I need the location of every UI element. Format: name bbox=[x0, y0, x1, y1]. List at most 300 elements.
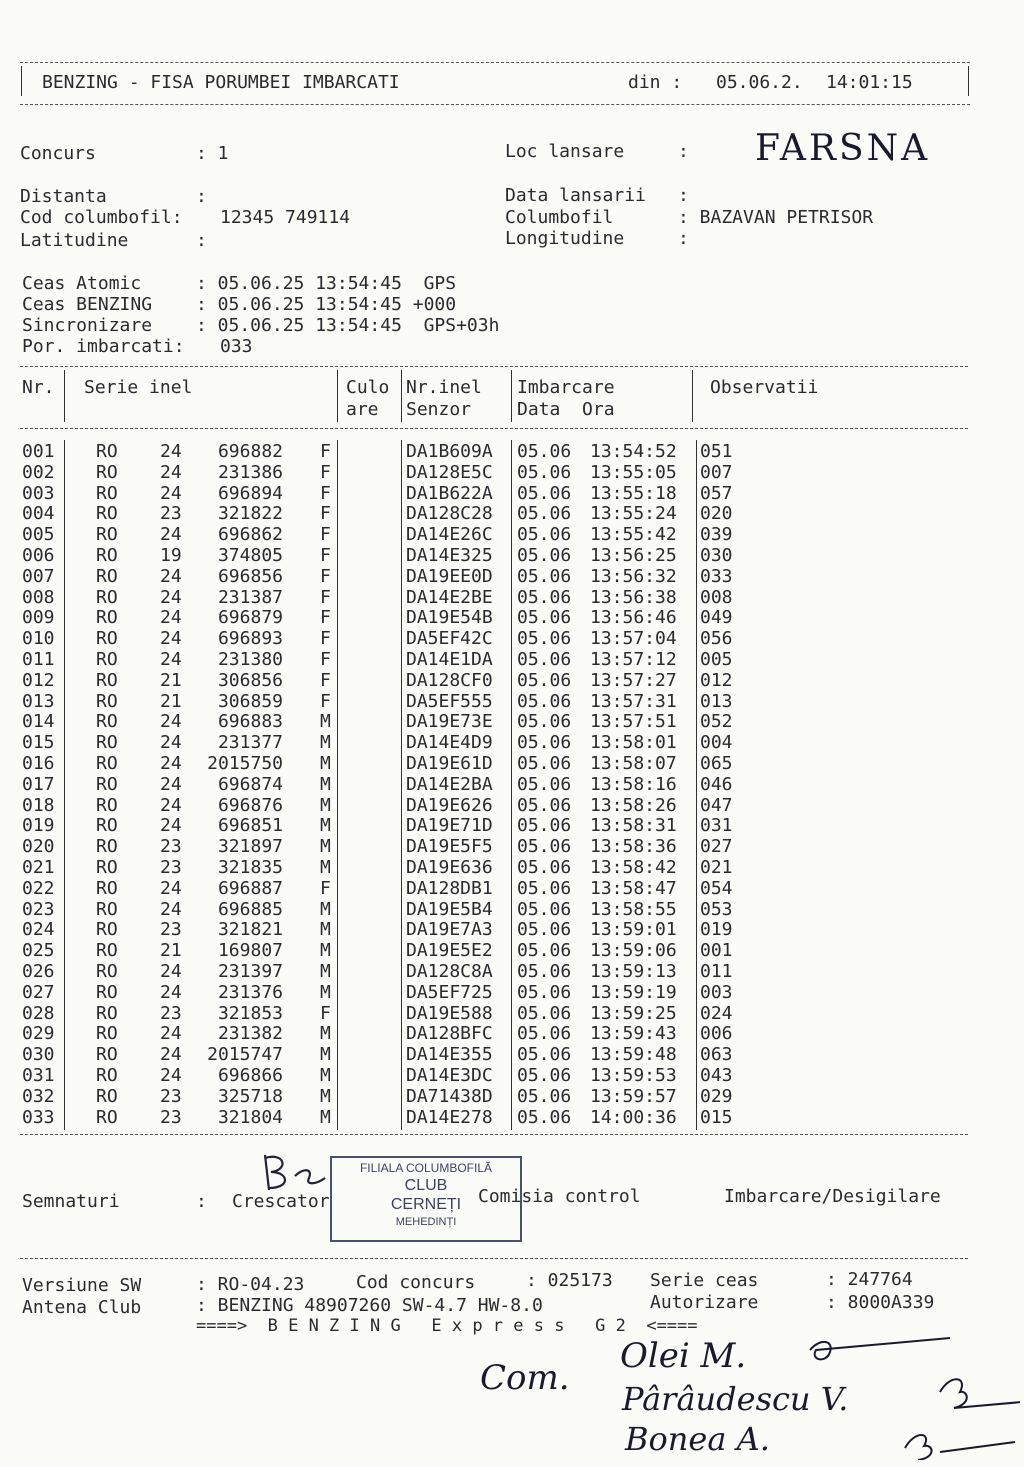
table-row bbox=[0, 628, 1024, 649]
cell-date: 05.06 bbox=[517, 441, 572, 462]
col-sep-culo-header bbox=[401, 370, 402, 422]
cell-year: 24 bbox=[160, 961, 182, 982]
cell-nr: 033 bbox=[22, 1106, 55, 1128]
cell-country: RO bbox=[96, 732, 118, 754]
cell-time: 13:57:31 bbox=[590, 690, 677, 712]
cell-obs: 033 bbox=[700, 565, 733, 587]
cell-ring: 231382 bbox=[217, 1023, 283, 1045]
cell-year: 21 bbox=[160, 690, 182, 712]
cell-nr: 026 bbox=[22, 961, 55, 982]
cell-sensor: DA14E4D9 bbox=[406, 732, 493, 754]
cell-ring: 696866 bbox=[217, 1065, 283, 1086]
header-right-border bbox=[968, 66, 969, 96]
table-row bbox=[0, 711, 1024, 732]
cell-sensor: DA19E588 bbox=[406, 1002, 493, 1024]
cell-time: 13:59:13 bbox=[590, 961, 677, 982]
distanta-label: Distanta bbox=[20, 186, 107, 207]
table-row bbox=[0, 899, 1024, 920]
table-row bbox=[0, 649, 1024, 670]
cell-nr: 005 bbox=[22, 524, 55, 546]
cell-obs: 030 bbox=[700, 545, 733, 566]
cell-sex: F bbox=[320, 586, 331, 608]
cell-country: RO bbox=[96, 441, 118, 462]
benzing-express-line: ====> B E N Z I N G E x p r e s s G 2 <==== bbox=[196, 1316, 698, 1336]
cell-ring: 696876 bbox=[217, 794, 283, 816]
cell-country: RO bbox=[96, 857, 118, 878]
header-date: 05.06.2. bbox=[716, 72, 803, 93]
cell-ring: 321822 bbox=[217, 503, 283, 525]
cell-sensor: DA19E636 bbox=[406, 857, 493, 878]
cell-nr: 031 bbox=[22, 1065, 55, 1086]
cell-obs: 039 bbox=[700, 524, 733, 546]
table-row bbox=[0, 441, 1024, 462]
stamp-line-2: CLUB bbox=[404, 1177, 448, 1194]
cell-nr: 029 bbox=[22, 1023, 55, 1045]
cell-nr: 010 bbox=[22, 628, 55, 650]
cell-time: 13:59:57 bbox=[590, 1085, 677, 1107]
table-row bbox=[0, 961, 1024, 982]
cell-obs: 008 bbox=[700, 586, 733, 608]
cell-sex: M bbox=[320, 1106, 331, 1128]
cell-country: RO bbox=[96, 815, 118, 837]
cell-year: 23 bbox=[160, 836, 182, 858]
col-sep-imbarcare-header bbox=[692, 370, 693, 422]
cell-time: 13:58:07 bbox=[590, 753, 677, 774]
cell-ring: 374805 bbox=[217, 545, 283, 566]
cell-date: 05.06 bbox=[517, 669, 572, 691]
cell-ring: 696894 bbox=[217, 482, 283, 504]
cell-time: 13:56:46 bbox=[590, 607, 677, 629]
loc-lansare-sep: : bbox=[678, 141, 689, 162]
cell-sensor: DA14E1DA bbox=[406, 649, 493, 670]
cell-ring: 696883 bbox=[217, 711, 283, 733]
cell-time: 13:58:16 bbox=[590, 773, 677, 795]
handwritten-name-1: Olei M. bbox=[620, 1336, 747, 1376]
cell-date: 05.06 bbox=[517, 482, 572, 504]
imbarcare-desigilare-label: Imbarcare/Desigilare bbox=[724, 1186, 941, 1207]
cell-sex: M bbox=[320, 732, 331, 754]
cell-nr: 008 bbox=[22, 586, 55, 608]
cell-country: RO bbox=[96, 961, 118, 982]
cell-sex: M bbox=[320, 711, 331, 733]
cell-year: 21 bbox=[160, 940, 182, 962]
cell-country: RO bbox=[96, 1002, 118, 1024]
distanta-value: : bbox=[196, 186, 207, 207]
cell-ring: 321897 bbox=[217, 836, 283, 858]
table-row bbox=[0, 940, 1024, 961]
cell-nr: 009 bbox=[22, 607, 55, 629]
cell-ring: 696887 bbox=[217, 877, 283, 899]
cell-country: RO bbox=[96, 482, 118, 504]
footer-top-rule bbox=[20, 1258, 968, 1259]
latitudine-value: : bbox=[196, 230, 207, 251]
cell-sensor: DA14E325 bbox=[406, 545, 493, 566]
table-row bbox=[0, 607, 1024, 628]
cell-sensor: DA19E5B4 bbox=[406, 898, 493, 920]
cell-ring: 321853 bbox=[217, 1002, 283, 1024]
cell-obs: 043 bbox=[700, 1065, 733, 1086]
cell-sensor: DA128BFC bbox=[406, 1023, 493, 1045]
cell-country: RO bbox=[96, 628, 118, 650]
cell-date: 05.06 bbox=[517, 1044, 572, 1066]
cell-sex: F bbox=[320, 565, 331, 587]
cell-obs: 015 bbox=[700, 1106, 733, 1128]
sincronizare-value: : 05.06.25 13:54:45 GPS+03h bbox=[196, 315, 500, 336]
cell-time: 13:58:36 bbox=[590, 836, 677, 858]
cell-sensor: DA128C8A bbox=[406, 961, 493, 982]
cell-country: RO bbox=[96, 503, 118, 525]
cell-sensor: DA19E73E bbox=[406, 711, 493, 733]
cell-ring: 321835 bbox=[217, 857, 283, 878]
cell-country: RO bbox=[96, 753, 118, 774]
cell-date: 05.06 bbox=[517, 961, 572, 982]
cell-year: 23 bbox=[160, 1085, 182, 1107]
concurs-label: Concurs bbox=[20, 143, 96, 164]
antena-value: : BENZING 48907260 SW-4.7 HW-8.0 bbox=[196, 1295, 543, 1316]
cell-ring: 231376 bbox=[217, 981, 283, 1003]
cell-date: 05.06 bbox=[517, 836, 572, 858]
semnaturi-colon: : bbox=[196, 1191, 207, 1212]
handwritten-name-2: Pârâudescu V. bbox=[622, 1380, 849, 1418]
cell-date: 05.06 bbox=[517, 773, 572, 795]
cell-ring: 696856 bbox=[217, 565, 283, 587]
cell-ring: 321821 bbox=[217, 919, 283, 941]
columbofil-label: Columbofil bbox=[505, 207, 614, 228]
cell-sensor: DA19EE0D bbox=[406, 565, 493, 587]
col-sep-nr-header bbox=[64, 370, 65, 422]
table-row bbox=[0, 982, 1024, 1003]
cell-time: 13:57:04 bbox=[590, 628, 677, 650]
cell-sensor: DA128DB1 bbox=[406, 877, 493, 899]
cell-time: 13:57:12 bbox=[590, 649, 677, 670]
data-lansarii-value: : bbox=[678, 185, 689, 206]
cell-date: 05.06 bbox=[517, 794, 572, 816]
cell-sex: F bbox=[320, 441, 331, 462]
cell-nr: 011 bbox=[22, 649, 55, 670]
cell-year: 23 bbox=[160, 1002, 182, 1024]
table-top-rule bbox=[20, 366, 968, 367]
table-row bbox=[0, 462, 1024, 483]
cell-year: 23 bbox=[160, 919, 182, 941]
cell-ring: 231380 bbox=[217, 649, 283, 670]
cell-country: RO bbox=[96, 669, 118, 691]
col-header-observatii: Observatii bbox=[710, 377, 819, 398]
cell-sensor: DA19E54B bbox=[406, 607, 493, 629]
cell-date: 05.06 bbox=[517, 503, 572, 525]
cell-sensor: DA1B622A bbox=[406, 482, 493, 504]
table-row bbox=[0, 483, 1024, 504]
cell-obs: 052 bbox=[700, 711, 733, 733]
cell-sex: M bbox=[320, 836, 331, 858]
cell-country: RO bbox=[96, 919, 118, 941]
cell-year: 24 bbox=[160, 753, 182, 774]
longitudine-value: : bbox=[678, 228, 689, 249]
cell-sex: M bbox=[320, 981, 331, 1003]
cell-nr: 002 bbox=[22, 461, 55, 483]
table-row bbox=[0, 1065, 1024, 1086]
cell-obs: 012 bbox=[700, 669, 733, 691]
cell-sex: F bbox=[320, 461, 331, 483]
cell-obs: 005 bbox=[700, 649, 733, 670]
cell-nr: 012 bbox=[22, 669, 55, 691]
cell-obs: 056 bbox=[700, 628, 733, 650]
cell-year: 24 bbox=[160, 628, 182, 650]
cell-time: 13:56:25 bbox=[590, 545, 677, 566]
col-header-culo: Culo bbox=[346, 377, 390, 398]
cell-ring: 696882 bbox=[217, 441, 283, 462]
cell-date: 05.06 bbox=[517, 1085, 572, 1107]
cell-ring: 696851 bbox=[217, 815, 283, 837]
cell-sex: M bbox=[320, 773, 331, 795]
cell-nr: 021 bbox=[22, 857, 55, 878]
data-lansarii-label: Data lansarii bbox=[505, 185, 646, 206]
table-row bbox=[0, 795, 1024, 816]
cell-obs: 027 bbox=[700, 836, 733, 858]
cell-obs: 006 bbox=[700, 1023, 733, 1045]
cell-time: 13:59:01 bbox=[590, 919, 677, 941]
cell-nr: 016 bbox=[22, 753, 55, 774]
cell-sensor: DA19E5E2 bbox=[406, 940, 493, 962]
cod-concurs-value: : 025173 bbox=[526, 1270, 613, 1291]
cell-date: 05.06 bbox=[517, 586, 572, 608]
cell-country: RO bbox=[96, 773, 118, 795]
cell-sensor: DA19E5F5 bbox=[406, 836, 493, 858]
cell-date: 05.06 bbox=[517, 732, 572, 754]
loc-lansare-label: Loc lansare bbox=[505, 141, 625, 162]
cell-date: 05.06 bbox=[517, 919, 572, 941]
cell-obs: 049 bbox=[700, 607, 733, 629]
cell-date: 05.06 bbox=[517, 524, 572, 546]
cod-columbofil-value: 12345 749114 bbox=[220, 207, 351, 228]
cell-country: RO bbox=[96, 524, 118, 546]
cell-sex: M bbox=[320, 1085, 331, 1107]
cell-nr: 017 bbox=[22, 773, 55, 795]
table-row bbox=[0, 566, 1024, 587]
cell-ring: 306859 bbox=[217, 690, 283, 712]
cell-ring: 231377 bbox=[217, 732, 283, 754]
cell-time: 13:55:24 bbox=[590, 503, 677, 525]
cell-sex: M bbox=[320, 794, 331, 816]
table-row bbox=[0, 1003, 1024, 1024]
table-row bbox=[0, 691, 1024, 712]
cell-country: RO bbox=[96, 711, 118, 733]
cell-time: 14:00:36 bbox=[590, 1106, 677, 1128]
cell-nr: 001 bbox=[22, 441, 55, 462]
cell-date: 05.06 bbox=[517, 1023, 572, 1045]
cell-year: 24 bbox=[160, 877, 182, 899]
cell-sensor: DA128C28 bbox=[406, 503, 493, 525]
autorizare-label: Autorizare bbox=[650, 1292, 759, 1313]
cell-sensor: DA128CF0 bbox=[406, 669, 493, 691]
cell-time: 13:58:31 bbox=[590, 815, 677, 837]
cell-year: 23 bbox=[160, 503, 182, 525]
cell-date: 05.06 bbox=[517, 690, 572, 712]
cell-ring: 696893 bbox=[217, 628, 283, 650]
cell-nr: 015 bbox=[22, 732, 55, 754]
cell-obs: 057 bbox=[700, 482, 733, 504]
cell-obs: 047 bbox=[700, 794, 733, 816]
cell-time: 13:59:43 bbox=[590, 1023, 677, 1045]
cell-nr: 022 bbox=[22, 877, 55, 899]
cell-country: RO bbox=[96, 1065, 118, 1086]
cod-columbofil-label: Cod columbofil: bbox=[20, 207, 183, 228]
table-row bbox=[0, 919, 1024, 940]
cod-concurs-label: Cod concurs bbox=[356, 1272, 476, 1293]
cell-year: 24 bbox=[160, 1023, 182, 1045]
cell-obs: 029 bbox=[700, 1085, 733, 1107]
columbofil-value: : BAZAVAN PETRISOR bbox=[678, 207, 874, 228]
cell-nr: 006 bbox=[22, 545, 55, 566]
cell-date: 05.06 bbox=[517, 857, 572, 878]
table-row bbox=[0, 524, 1024, 545]
cell-country: RO bbox=[96, 1023, 118, 1045]
col-header-nr: Nr. bbox=[22, 377, 55, 398]
cell-time: 13:58:42 bbox=[590, 857, 677, 878]
cell-nr: 014 bbox=[22, 711, 55, 733]
cell-country: RO bbox=[96, 649, 118, 670]
cell-year: 24 bbox=[160, 981, 182, 1003]
cell-obs: 020 bbox=[700, 503, 733, 525]
cell-time: 13:55:05 bbox=[590, 461, 677, 483]
table-row bbox=[0, 732, 1024, 753]
cell-obs: 065 bbox=[700, 753, 733, 774]
crescator-signature bbox=[255, 1150, 335, 1198]
cell-obs: 011 bbox=[700, 961, 733, 982]
autorizare-value: : 8000A339 bbox=[826, 1292, 935, 1313]
cell-sex: F bbox=[320, 524, 331, 546]
por-imbarcati-label: Por. imbarcati: bbox=[22, 336, 185, 357]
cell-date: 05.06 bbox=[517, 898, 572, 920]
loc-lansare-value: FARSNA bbox=[755, 128, 931, 169]
cell-sensor: DA14E26C bbox=[406, 524, 493, 546]
cell-nr: 028 bbox=[22, 1002, 55, 1024]
cell-sensor: DA14E278 bbox=[406, 1106, 493, 1128]
cell-year: 24 bbox=[160, 482, 182, 504]
cell-sensor: DA5EF725 bbox=[406, 981, 493, 1003]
cell-nr: 030 bbox=[22, 1044, 55, 1066]
cell-year: 24 bbox=[160, 524, 182, 546]
club-stamp bbox=[330, 1156, 522, 1242]
cell-sensor: DA19E626 bbox=[406, 794, 493, 816]
serie-ceas-value: : 247764 bbox=[826, 1269, 913, 1290]
cell-date: 05.06 bbox=[517, 940, 572, 962]
cell-year: 23 bbox=[160, 857, 182, 878]
cell-year: 24 bbox=[160, 794, 182, 816]
cell-ring: 306856 bbox=[217, 669, 283, 691]
cell-nr: 023 bbox=[22, 898, 55, 920]
concurs-value: : 1 bbox=[196, 143, 229, 164]
table-row bbox=[0, 878, 1024, 899]
cell-obs: 054 bbox=[700, 877, 733, 899]
latitudine-label: Latitudine bbox=[20, 230, 129, 251]
cell-year: 24 bbox=[160, 607, 182, 629]
cell-nr: 013 bbox=[22, 690, 55, 712]
cell-sensor: DA19E71D bbox=[406, 815, 493, 837]
cell-time: 13:56:32 bbox=[590, 565, 677, 587]
cell-country: RO bbox=[96, 545, 118, 566]
cell-year: 24 bbox=[160, 815, 182, 837]
table-header-rule bbox=[20, 428, 968, 429]
cell-country: RO bbox=[96, 981, 118, 1003]
cell-country: RO bbox=[96, 565, 118, 587]
cell-country: RO bbox=[96, 607, 118, 629]
cell-year: 23 bbox=[160, 1106, 182, 1128]
header-din-label: din : bbox=[628, 72, 683, 93]
semnaturi-label: Semnaturi bbox=[22, 1191, 120, 1212]
col-sep-serie-header bbox=[337, 370, 338, 422]
cell-sex: F bbox=[320, 649, 331, 670]
cell-year: 21 bbox=[160, 669, 182, 691]
header-time: 14:01:15 bbox=[826, 72, 913, 93]
table-row bbox=[0, 753, 1024, 774]
cell-country: RO bbox=[96, 836, 118, 858]
handwritten-com: Com. bbox=[480, 1358, 570, 1398]
table-row bbox=[0, 1107, 1024, 1128]
cell-date: 05.06 bbox=[517, 981, 572, 1003]
cell-time: 13:59:53 bbox=[590, 1065, 677, 1086]
table-row bbox=[0, 836, 1024, 857]
col-header-data-ora: Data Ora bbox=[517, 399, 615, 420]
cell-country: RO bbox=[96, 940, 118, 962]
cell-time: 13:57:51 bbox=[590, 711, 677, 733]
table-row bbox=[0, 503, 1024, 524]
cell-sex: M bbox=[320, 961, 331, 982]
cell-nr: 020 bbox=[22, 836, 55, 858]
cell-time: 13:59:48 bbox=[590, 1044, 677, 1066]
cell-obs: 013 bbox=[700, 690, 733, 712]
table-row bbox=[0, 670, 1024, 691]
cell-sex: F bbox=[320, 877, 331, 899]
cell-year: 24 bbox=[160, 441, 182, 462]
cell-date: 05.06 bbox=[517, 607, 572, 629]
cell-year: 24 bbox=[160, 1044, 182, 1066]
table-row bbox=[0, 1023, 1024, 1044]
cell-year: 24 bbox=[160, 649, 182, 670]
cell-ring: 696885 bbox=[217, 898, 283, 920]
cell-year: 24 bbox=[160, 461, 182, 483]
cell-date: 05.06 bbox=[517, 565, 572, 587]
cell-nr: 025 bbox=[22, 940, 55, 962]
cell-year: 24 bbox=[160, 565, 182, 587]
cell-country: RO bbox=[96, 877, 118, 899]
comisia-label: Comisia control bbox=[478, 1186, 641, 1207]
col-header-are: are bbox=[346, 399, 379, 420]
antena-label: Antena Club bbox=[22, 1297, 142, 1318]
table-row bbox=[0, 774, 1024, 795]
header-left-border bbox=[21, 66, 22, 96]
crescator-label: Crescator bbox=[232, 1191, 330, 1212]
table-row bbox=[0, 815, 1024, 836]
header-bottom-rule bbox=[20, 104, 970, 105]
cell-obs: 021 bbox=[700, 857, 733, 878]
cell-obs: 063 bbox=[700, 1044, 733, 1066]
cell-ring: 231397 bbox=[217, 961, 283, 982]
ceas-benzing-label: Ceas BENZING bbox=[22, 294, 153, 315]
col-sep-nrinel-header bbox=[511, 370, 512, 422]
cell-nr: 027 bbox=[22, 981, 55, 1003]
cell-country: RO bbox=[96, 461, 118, 483]
cell-obs: 024 bbox=[700, 1002, 733, 1024]
table-row bbox=[0, 1086, 1024, 1107]
ceas-benzing-value: : 05.06.25 13:54:45 +000 bbox=[196, 294, 457, 315]
cell-country: RO bbox=[96, 1106, 118, 1128]
table-bottom-rule bbox=[20, 1134, 968, 1135]
table-row bbox=[0, 545, 1024, 566]
table-row bbox=[0, 587, 1024, 608]
cell-sex: M bbox=[320, 815, 331, 837]
table-row bbox=[0, 857, 1024, 878]
cell-ring: 2015750 bbox=[207, 753, 283, 774]
